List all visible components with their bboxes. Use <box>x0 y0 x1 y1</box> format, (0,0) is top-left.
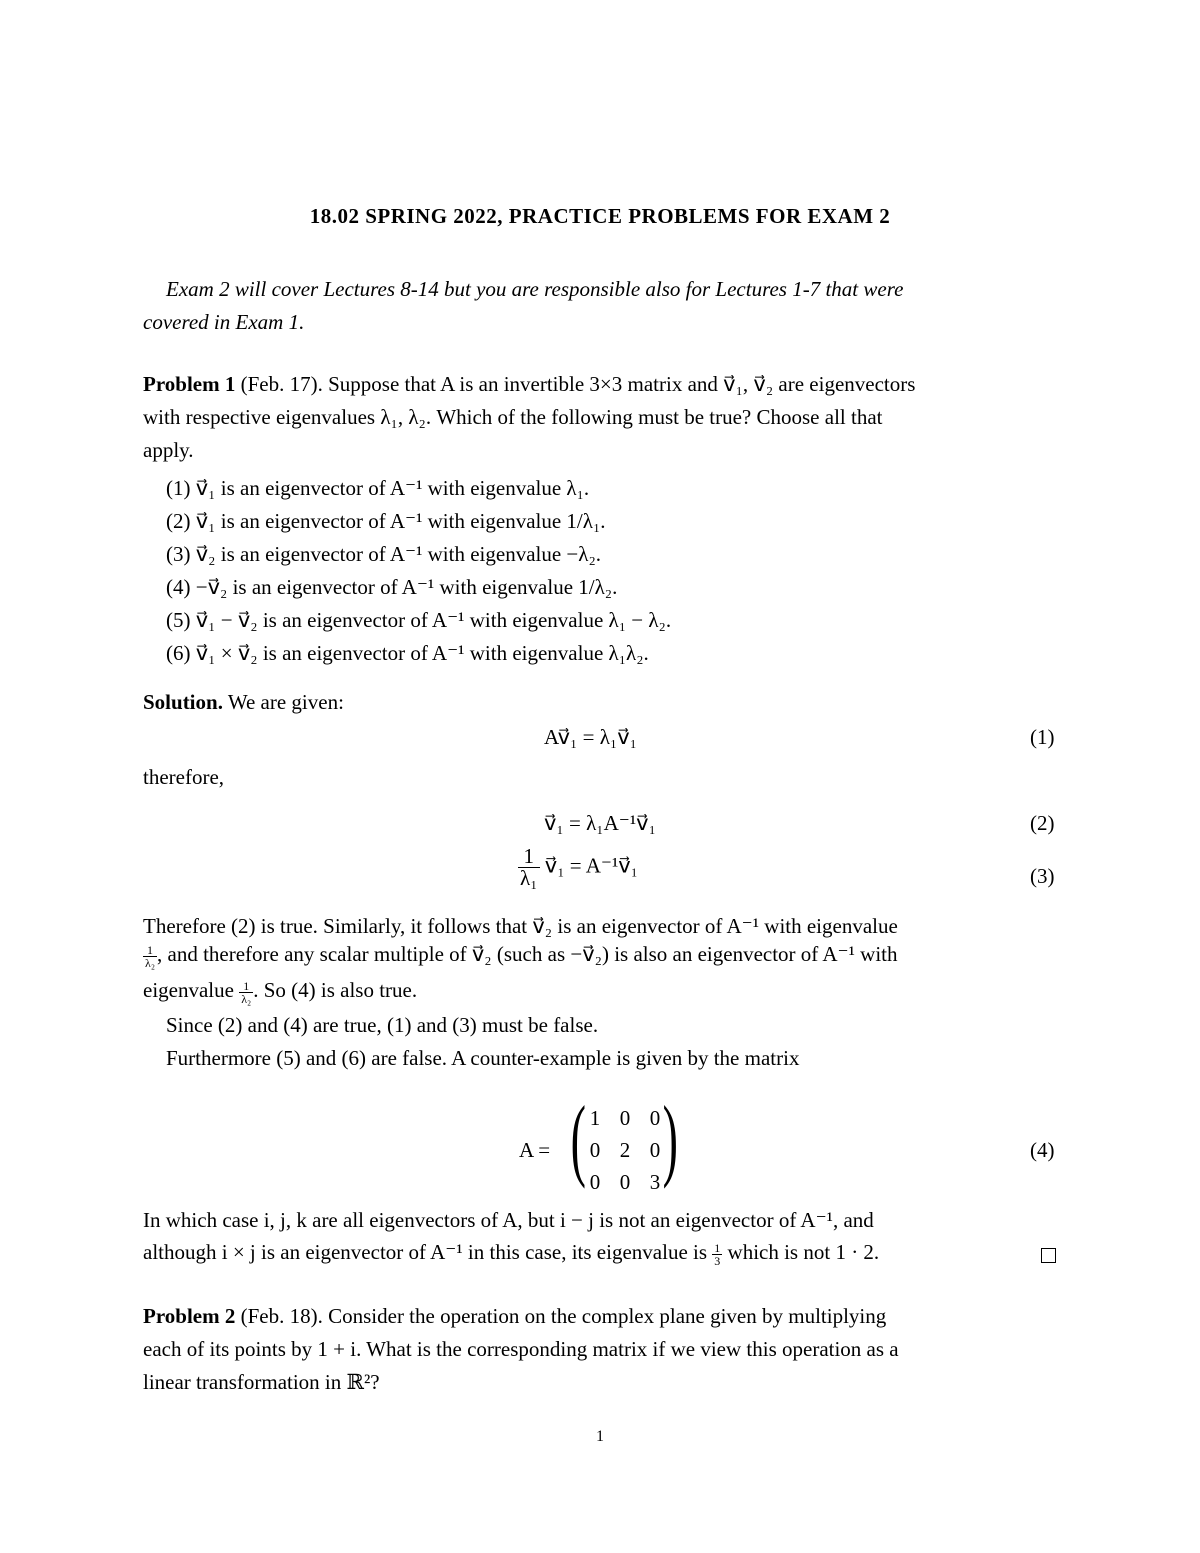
problem2-label: Problem 2 <box>143 1304 236 1328</box>
page-number: 1 <box>596 1428 604 1445</box>
solution-para1-line1: Therefore (2) is true. Similarly, it follows that v⃗₂ is an eigenvector of A⁻¹ with eigenvalue <box>143 914 898 938</box>
solution-para1-line3 <box>143 978 417 1005</box>
fraction-denominator: λ₂ <box>241 991 252 1006</box>
small-fraction <box>239 980 253 1005</box>
small-fraction <box>143 944 157 969</box>
matrix-cell: 0 <box>649 1138 661 1162</box>
equation-3-fraction <box>518 846 540 889</box>
solution-para3: Furthermore (5) and (6) are false. A counter-example is given by the matrix <box>166 1046 800 1070</box>
para4-text-a: although i × j is an eigenvector of A⁻¹ in this case, its eigenvalue is <box>143 1240 708 1264</box>
intro-line-1: Exam 2 will cover Lectures 8-14 but you are responsible also for Lectures 1-7 that were <box>166 277 904 301</box>
matrix-cell: 0 <box>589 1170 601 1194</box>
problem2-line-1 <box>143 1304 886 1329</box>
qed-square-icon <box>1041 1244 1056 1269</box>
matrix-lhs: A = <box>519 1138 551 1162</box>
problem1-line-3: apply. <box>143 438 194 462</box>
fraction-numerator: 1 <box>518 846 540 868</box>
equation-2-number: (2) <box>1030 811 1055 835</box>
option-3: (3) v⃗₂ is an eigenvector of A⁻¹ with eigenvalue −λ₂. <box>166 542 602 566</box>
intro-line-2: covered in Exam 1. <box>143 310 305 334</box>
matrix-left-paren: ( <box>570 1087 586 1189</box>
solution-intro <box>143 690 344 715</box>
therefore-text: therefore, <box>143 765 225 789</box>
equation-3 <box>518 846 638 889</box>
option-1: (1) v⃗₁ is an eigenvector of A⁻¹ with eigenvalue λ₁. <box>166 476 590 500</box>
matrix-cell: 0 <box>589 1138 601 1162</box>
matrix-cell: 0 <box>619 1170 631 1194</box>
matrix-cell: 0 <box>649 1106 661 1130</box>
fraction-denominator: λ₁ <box>520 866 538 890</box>
problem2-line1-text: Consider the operation on the complex plane given by multiplying <box>328 1304 887 1328</box>
equation-2: v⃗₁ = λ₁A⁻¹v⃗₁ <box>544 811 656 835</box>
matrix-cell: 1 <box>589 1106 601 1130</box>
solution-para2: Since (2) and (4) are true, (1) and (3) must be false. <box>166 1013 599 1037</box>
problem1-line-2: with respective eigenvalues λ₁, λ₂. Which of the following must be true? Choose all that <box>143 405 883 429</box>
matrix-cell: 2 <box>619 1138 631 1162</box>
option-4: (4) −v⃗₂ is an eigenvector of A⁻¹ with eigenvalue 1/λ₂. <box>166 575 618 599</box>
solution-para1-line2-text: , and therefore any scalar multiple of v⃗₂ (such as −v⃗₂) is also an eigenvector of A⁻¹ with <box>157 942 898 966</box>
matrix-cell: 0 <box>619 1106 631 1130</box>
equation-3-number: (3) <box>1030 864 1055 888</box>
fraction-numerator: 1 <box>239 980 253 993</box>
equation-1-number: (1) <box>1030 725 1055 749</box>
fraction-numerator: 1 <box>143 944 157 957</box>
para4-text-b: which is not 1 · 2. <box>727 1240 880 1264</box>
fraction-denominator: 3 <box>714 1253 721 1268</box>
eigenvalue-word: eigenvalue <box>143 978 234 1002</box>
option-6: (6) v⃗₁ × v⃗₂ is an eigenvector of A⁻¹ with eigenvalue λ₁λ₂. <box>166 641 649 665</box>
solution-label: Solution. <box>143 690 223 714</box>
matrix-right-paren: ) <box>662 1087 678 1189</box>
page-title: 18.02 SPRING 2022, PRACTICE PROBLEMS FOR EXAM 2 <box>309 204 891 228</box>
problem2-line-2: each of its points by 1 + i. What is the corresponding matrix if we view this operation as a <box>143 1337 899 1361</box>
matrix-cell: 3 <box>649 1170 661 1194</box>
problem2-line-3: linear transformation in ℝ²? <box>143 1370 380 1394</box>
solution-para1-line2 <box>143 942 898 969</box>
solution-para4-line1: In which case i, j, k are all eigenvectors of A, but i − j is not an eigenvector of A⁻¹, and <box>143 1208 874 1232</box>
equation-4-number: (4) <box>1030 1138 1055 1162</box>
problem1-label: Problem 1 <box>143 372 236 396</box>
problem1-text-a: Suppose that A is an invertible 3×3 matrix and v⃗₁, v⃗₂ are eigenvectors <box>328 372 916 396</box>
option-5: (5) v⃗₁ − v⃗₂ is an eigenvector of A⁻¹ with eigenvalue λ₁ − λ₂. <box>166 608 672 632</box>
matrix-A <box>580 1102 670 1198</box>
one-third-fraction <box>712 1242 722 1267</box>
problem1-line-1 <box>143 372 915 397</box>
solution-para1-line3-text: . So (4) is also true. <box>253 978 418 1002</box>
equation-1: Av⃗₁ = λ₁v⃗₁ <box>544 725 637 749</box>
fraction-numerator: 1 <box>714 1240 721 1255</box>
equation-3-rest: v⃗₁ = A⁻¹v⃗₁ <box>544 853 638 878</box>
solution-given: We are given: <box>227 690 344 714</box>
fraction-denominator: λ₂ <box>145 955 156 970</box>
problem2-date: (Feb. 18). <box>240 1304 323 1328</box>
problem1-date: (Feb. 17). <box>240 372 323 396</box>
solution-para4-line2 <box>143 1240 879 1267</box>
option-2: (2) v⃗₁ is an eigenvector of A⁻¹ with eigenvalue 1/λ₁. <box>166 509 606 533</box>
